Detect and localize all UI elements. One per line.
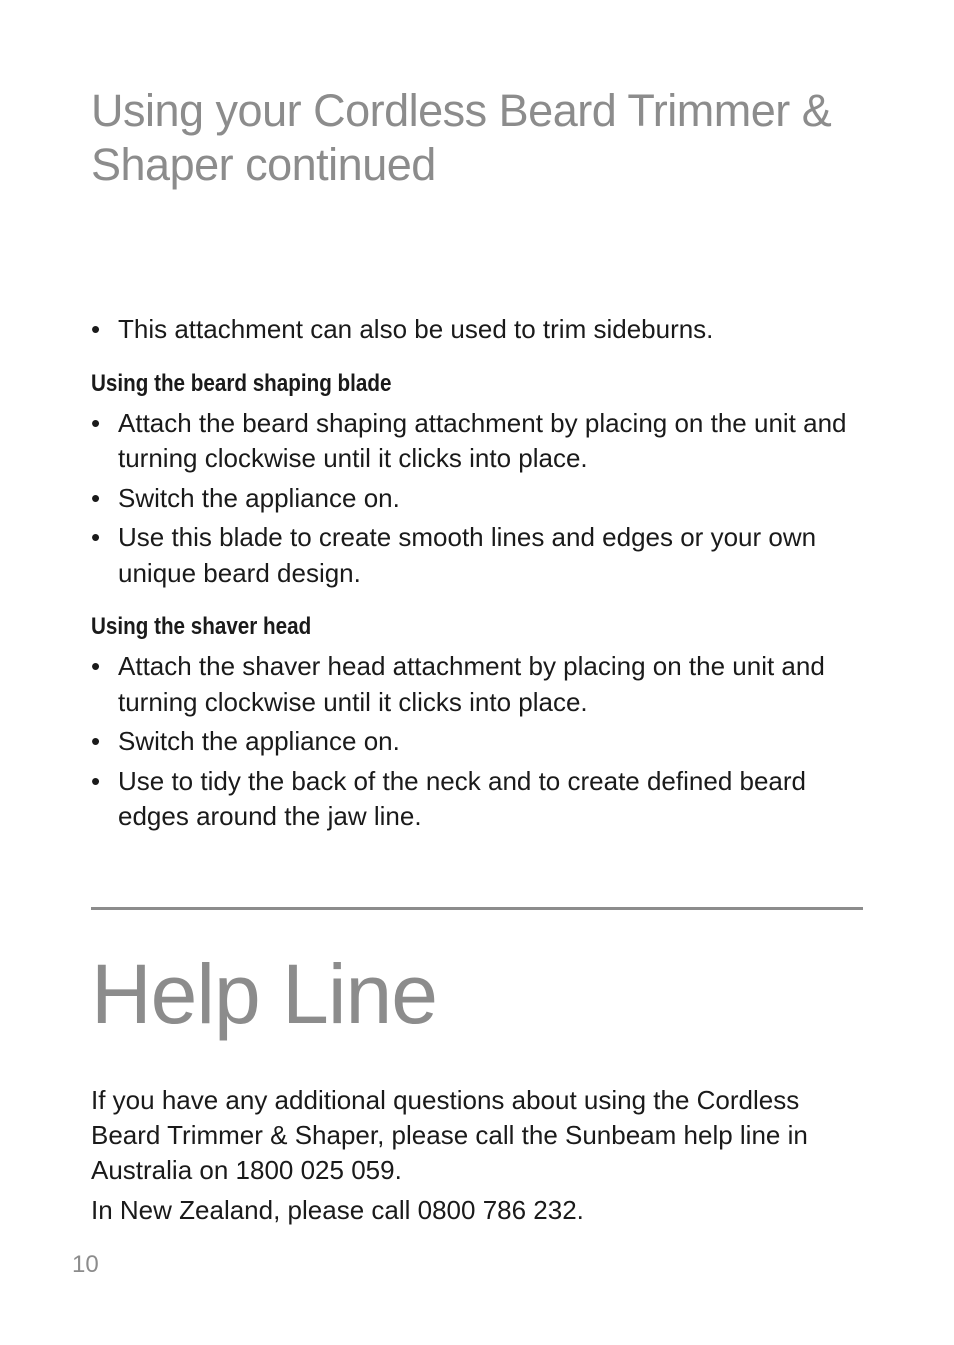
list-item [91, 406, 866, 477]
list-item [91, 520, 866, 591]
bullet-icon: • [91, 765, 101, 796]
bullet-icon: • [91, 482, 101, 513]
intro-bullet-list [91, 312, 866, 348]
beard-shaping-bullet-list [91, 406, 866, 592]
list-item-text: Attach the shaver head attachment by placing on the unit and turning clockwise until it clicks into place. [118, 651, 825, 717]
list-item-text: Use to tidy the back of the neck and to create defined beard edges around the jaw line. [118, 765, 806, 831]
shaver-head-section [91, 611, 866, 835]
list-item-text: Switch the appliance on. [118, 726, 400, 756]
page-title [91, 84, 871, 192]
help-line-body [91, 1083, 866, 1233]
list-item [91, 724, 866, 760]
page-title-line-2: Shaper continued [91, 139, 436, 190]
beard-shaping-heading: Using the beard shaping blade [91, 369, 392, 397]
list-item-text: Switch the appliance on. [118, 482, 400, 513]
shaver-head-bullet-list [91, 649, 866, 835]
bullet-icon: • [91, 407, 101, 438]
bullet-icon: • [91, 651, 101, 681]
list-item-text: Use this blade to create smooth lines and edges or your own unique beard design. [118, 522, 817, 588]
instructions-content [91, 312, 866, 839]
list-item [91, 481, 866, 517]
help-line-paragraph-australia: If you have any additional questions about using the Cordless Beard Trimmer & Shaper, please call the Sunbeam help line in Australia on 1800 025 059. [91, 1085, 808, 1185]
section-divider [91, 907, 863, 910]
shaver-head-heading: Using the shaver head [91, 613, 312, 640]
list-item-text: This attachment can also be used to trim sideburns. [118, 314, 714, 344]
help-line-title: Help Line [91, 947, 437, 1041]
page-number: 10 [72, 1251, 99, 1278]
bullet-icon: • [91, 314, 101, 344]
bullet-icon: • [91, 522, 101, 552]
help-line-paragraph-new-zealand: In New Zealand, please call 0800 786 232. [91, 1195, 584, 1225]
list-item [91, 312, 866, 348]
beard-shaping-section [91, 368, 866, 592]
list-item [91, 764, 866, 835]
list-item-text: Attach the beard shaping attachment by placing on the unit and turning clockwise until it clicks into place. [118, 407, 847, 473]
list-item [91, 649, 866, 720]
page-title-line-1: Using your Cordless Beard Trimmer & [91, 85, 832, 136]
bullet-icon: • [91, 726, 101, 756]
